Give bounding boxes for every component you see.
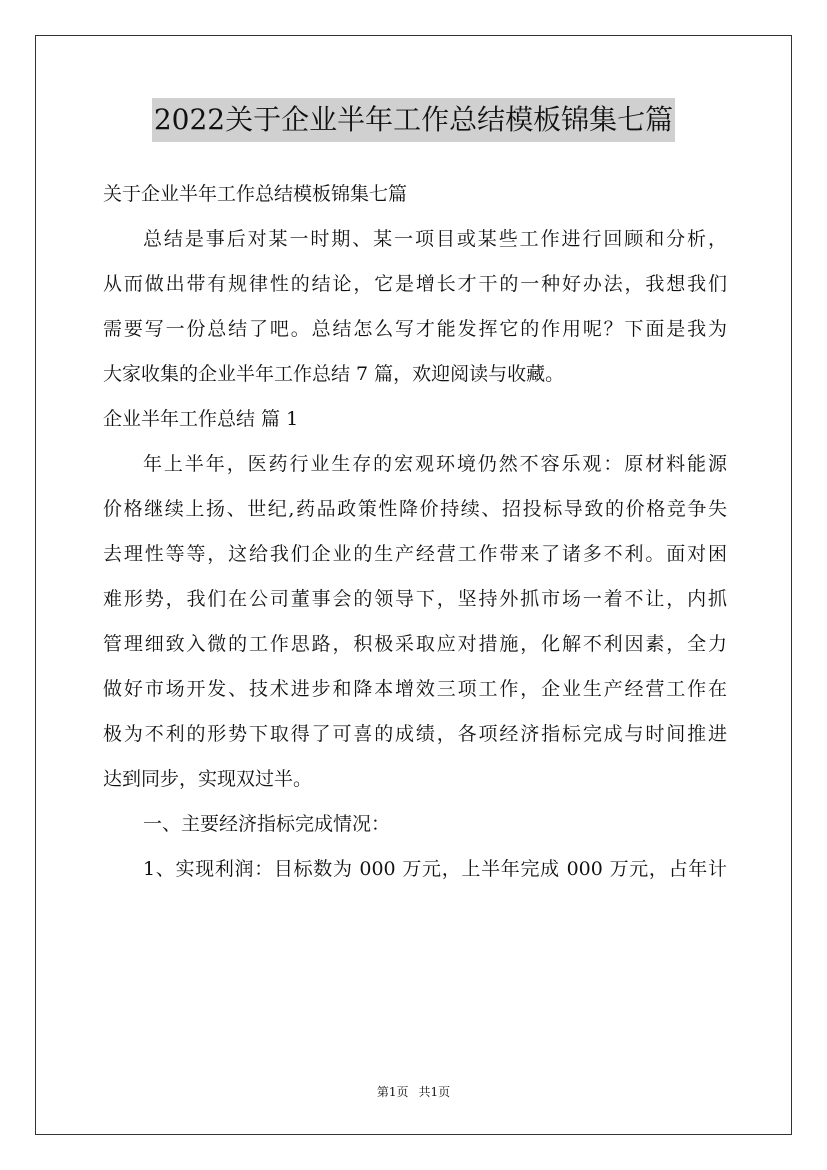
text-line: 极为不利的形势下取得了可喜的成绩，各项经济指标完成与时间推进 <box>103 723 727 745</box>
title-container <box>0 98 827 142</box>
text-line: 做好市场开发、技术进步和降本增效三项工作，企业生产经营工作在 <box>103 678 727 700</box>
text-line: 管理细致入微的工作思路，积极采取应对措施，化解不利因素，全力 <box>103 633 727 655</box>
text-line: 大家收集的企业半年工作总结 7 篇，欢迎阅读与收藏。 <box>103 363 565 385</box>
text-line: 难形势，我们在公司董事会的领导下，坚持外抓市场一着不让，内抓 <box>103 588 727 610</box>
text-line: 达到同步，实现双过半。 <box>103 768 313 790</box>
text-line: 1、实现利润：目标数为 000 万元，上半年完成 000 万元，占年计 <box>143 858 727 880</box>
text-line: 年上半年，医药行业生存的宏观环境仍然不容乐观：原材料能源 <box>143 453 727 475</box>
text-line: 企业半年工作总结 篇 1 <box>103 408 299 430</box>
page-footer <box>0 1083 827 1101</box>
text-line: 价格继续上扬、世纪,药品政策性降价持续、招投标导致的价格竞争失 <box>103 498 727 520</box>
text-line: 去理性等等，这给我们企业的生产经营工作带来了诸多不利。面对困 <box>103 543 727 565</box>
page-total: 共1页 <box>418 1085 451 1099</box>
page-number: 第1页 <box>376 1085 409 1099</box>
text-line: 从而做出带有规律性的结论，它是增长才干的一种好办法，我想我们 <box>103 273 727 295</box>
text-line: 需要写一份总结了吧。总结怎么写才能发挥它的作用呢？下面是我为 <box>103 318 727 340</box>
document-title: 2022关于企业半年工作总结模板锦集七篇 <box>152 98 675 142</box>
text-line: 关于企业半年工作总结模板锦集七篇 <box>103 183 408 205</box>
document-body <box>103 172 727 892</box>
text-line: 总结是事后对某一时期、某一项目或某些工作进行回顾和分析， <box>143 228 727 250</box>
text-line: 一、主要经济指标完成情况： <box>143 813 391 835</box>
